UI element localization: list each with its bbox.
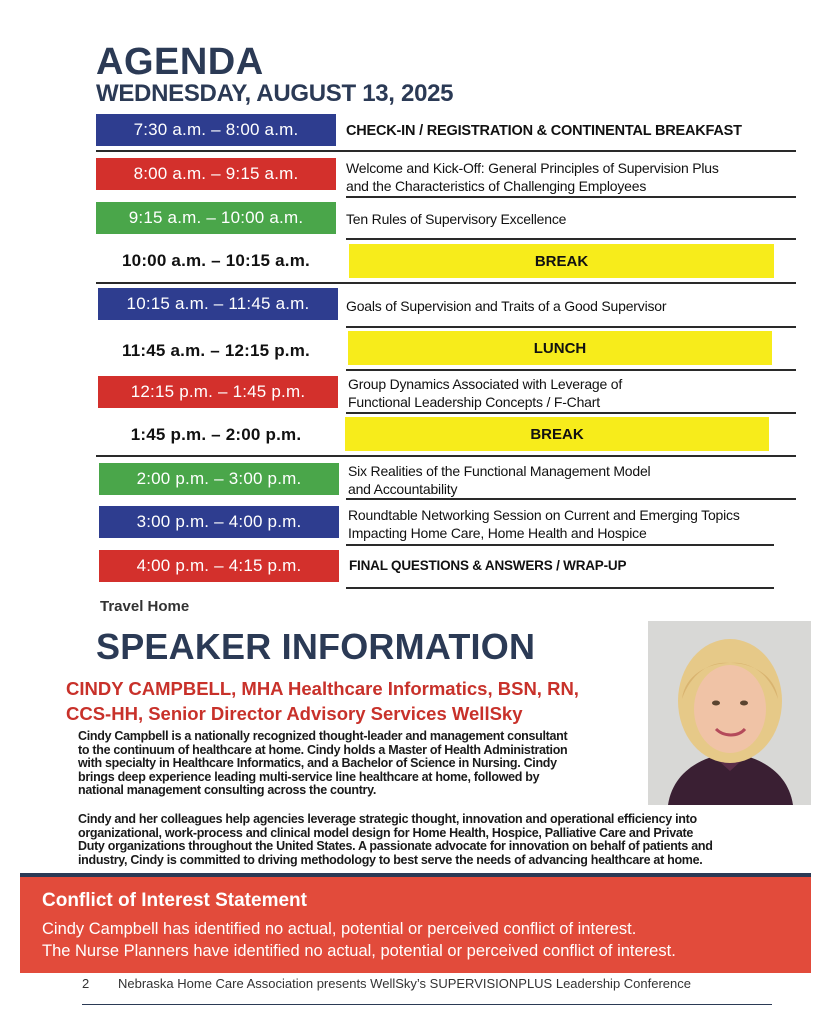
footer-rule — [82, 1004, 772, 1005]
speaker-name — [66, 676, 646, 726]
agenda-description — [349, 557, 799, 575]
bio-line: Cindy and her colleagues help agencies leverage strategic thought, innovation and operational efficiency into — [78, 812, 697, 826]
agenda-time: 12:15 p.m. – 1:45 p.m. — [98, 376, 338, 408]
row-divider — [346, 544, 774, 546]
row-divider — [346, 196, 796, 198]
bio-line: national management consulting across the country. — [78, 783, 377, 797]
row-divider — [96, 150, 796, 152]
agenda-time: 10:00 a.m. – 10:15 a.m. — [122, 251, 310, 270]
agenda-time: 7:30 a.m. – 8:00 a.m. — [96, 114, 336, 146]
row-divider — [96, 282, 796, 284]
speaker-name-line: CINDY CAMPBELL, MHA Healthcare Informatics, BSN, RN, — [66, 678, 579, 699]
agenda-description — [346, 159, 796, 195]
agenda-description — [348, 375, 798, 411]
agenda-description-line: Goals of Supervision and Traits of a Good Supervisor — [346, 298, 667, 314]
bio-line: industry, Cindy is committed to driving methodology to best serve the needs of advancing healthcare at home. — [78, 852, 703, 867]
agenda-description — [346, 210, 796, 228]
row-divider — [346, 587, 774, 589]
coi-title: Conflict of Interest Statement — [42, 890, 307, 911]
agenda-row — [96, 504, 796, 546]
agenda-row — [96, 549, 796, 589]
bio-line: to the continuum of healthcare at home. Cindy holds a Master of Health Administration — [78, 742, 568, 757]
agenda-description — [348, 462, 798, 498]
row-divider — [96, 455, 796, 457]
agenda-row — [96, 202, 796, 240]
agenda-time: 3:00 p.m. – 4:00 p.m. — [99, 506, 339, 538]
coi-statement: Cindy Campbell has identified no actual, potential or perceived conflict of interest. — [42, 920, 637, 938]
agenda-description-line: FINAL QUESTIONS & ANSWERS / WRAP-UP — [349, 558, 627, 573]
agenda-description-line: and Accountability — [348, 481, 458, 497]
agenda-row — [96, 460, 796, 500]
agenda-time: 10:15 a.m. – 11:45 a.m. — [98, 288, 338, 320]
agenda-time: 9:15 a.m. – 10:00 a.m. — [96, 202, 336, 234]
agenda-row — [96, 417, 796, 457]
speaker-heading: SPEAKER INFORMATION — [96, 626, 536, 667]
agenda-time: 8:00 a.m. – 9:15 a.m. — [96, 158, 336, 190]
agenda-description-line: Group Dynamics Associated with Leverage of — [348, 376, 623, 392]
agenda-row — [96, 114, 796, 152]
bio-line: with specialty in Healthcare Informatics, and a Bachelor of Science in Nursing. Cindy — [78, 756, 557, 770]
page-number: 2 — [82, 976, 90, 991]
footer-text: Nebraska Home Care Association presents WellSky’s SUPERVISIONPLUS Leadership Conference — [118, 976, 691, 991]
agenda-description-line: and the Characteristics of Challenging Employees — [346, 178, 647, 194]
agenda-description-line: Functional Leadership Concepts / F-Chart — [348, 394, 600, 410]
agenda-description-line: Ten Rules of Supervisory Excellence — [346, 211, 567, 227]
agenda-time: 1:45 p.m. – 2:00 p.m. — [130, 425, 302, 444]
agenda-row — [96, 331, 796, 371]
agenda-row — [96, 374, 796, 414]
bio-line: Cindy Campbell is a nationally recognized thought-leader and management consultant — [78, 729, 568, 743]
travel-home: Travel Home — [100, 598, 190, 615]
agenda-description-line: Roundtable Networking Session on Current and Emerging Topics — [348, 507, 740, 523]
speaker-bio-paragraph-2 — [78, 813, 808, 867]
speaker-name-line: CCS-HH, Senior Director Advisory Services WellSky — [66, 703, 523, 724]
speaker-photo — [648, 621, 811, 805]
row-divider — [346, 238, 796, 240]
agenda-title: AGENDA — [96, 41, 264, 83]
agenda-row — [96, 158, 796, 198]
lunch-banner: LUNCH — [348, 331, 772, 365]
agenda-description — [346, 297, 796, 315]
agenda-time: 11:45 a.m. – 12:15 p.m. — [122, 341, 310, 360]
agenda-description-line: Impacting Home Care, Home Health and Hospice — [348, 525, 647, 541]
agenda-description-line: Six Realities of the Functional Management Model — [348, 463, 651, 479]
row-divider — [346, 498, 796, 500]
agenda-description-line: Welcome and Kick-Off: General Principles of Supervision Plus — [346, 160, 719, 176]
bio-line: brings deep experience leading multi-service line healthcare at home, followed by — [78, 769, 540, 784]
speaker-portrait-icon — [648, 621, 811, 805]
agenda-description-line: CHECK-IN / REGISTRATION & CONTINENTAL BREAKFAST — [346, 123, 742, 139]
conflict-of-interest-box — [20, 873, 811, 973]
speaker-bio-paragraph-1 — [78, 730, 648, 798]
bio-line: Duty organizations throughout the United States. A passionate advocate for innovation on behalf of patients and — [78, 839, 713, 853]
agenda-row — [96, 244, 796, 284]
agenda-description — [348, 506, 818, 542]
agenda-date: WEDNESDAY, AUGUST 13, 2025 — [96, 80, 454, 107]
row-divider — [346, 412, 796, 414]
row-divider — [346, 326, 796, 328]
agenda-time: 4:00 p.m. – 4:15 p.m. — [99, 550, 339, 582]
agenda-description — [346, 122, 796, 140]
bio-line: organizational, work-process and clinical model design for Home Health, Hospice, Palliative Care and Private — [78, 825, 694, 840]
agenda-row — [96, 288, 796, 328]
break-banner: BREAK — [345, 417, 769, 451]
coi-statement: The Nurse Planners have identified no actual, potential or perceived conflict of interest. — [42, 942, 676, 960]
break-banner: BREAK — [349, 244, 774, 278]
coi-top-bar — [20, 873, 811, 877]
agenda-time: 2:00 p.m. – 3:00 p.m. — [99, 463, 339, 495]
row-divider — [346, 369, 796, 371]
